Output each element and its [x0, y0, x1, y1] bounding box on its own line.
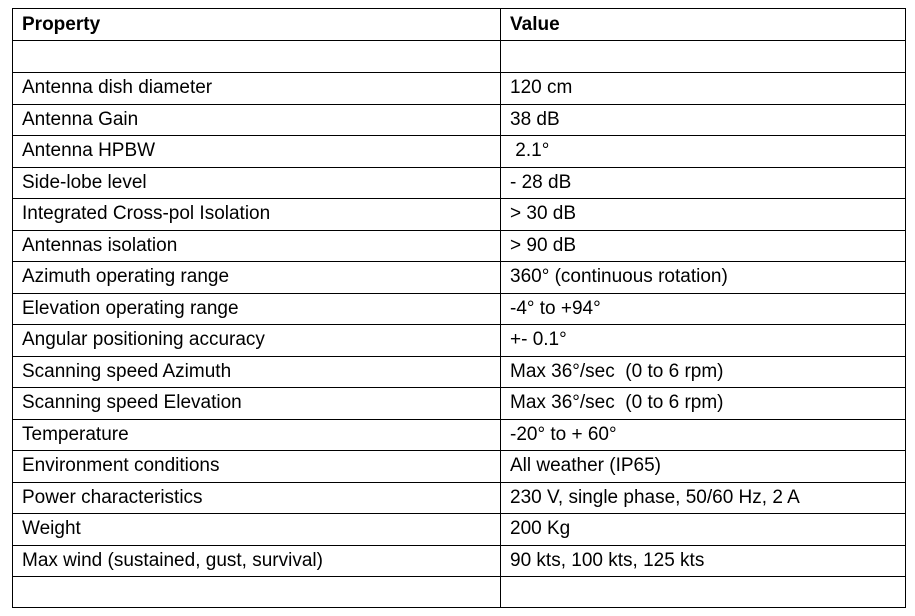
spec-table: [12, 8, 906, 608]
value-cell: Max 36°/sec (0 to 6 rpm): [501, 356, 906, 388]
property-cell: Antenna Gain: [13, 104, 501, 136]
value-cell: - 28 dB: [501, 167, 906, 199]
value-cell: Max 36°/sec (0 to 6 rpm): [501, 388, 906, 420]
property-cell: Antenna dish diameter: [13, 73, 501, 105]
blank-cell: [501, 577, 906, 608]
table-row: [13, 356, 906, 388]
value-cell: 120 cm: [501, 73, 906, 105]
table-row: [13, 419, 906, 451]
value-cell: -4° to +94°: [501, 293, 906, 325]
table-row: [13, 482, 906, 514]
property-cell: Temperature: [13, 419, 501, 451]
property-cell: Antennas isolation: [13, 230, 501, 262]
value-cell: 200 Kg: [501, 514, 906, 546]
table-row: [13, 199, 906, 231]
blank-cell: [13, 577, 501, 608]
blank-row: [13, 577, 906, 608]
property-cell: Max wind (sustained, gust, survival): [13, 545, 501, 577]
table-row: [13, 136, 906, 168]
value-cell: 230 V, single phase, 50/60 Hz, 2 A: [501, 482, 906, 514]
table-row: [13, 262, 906, 294]
table-row: [13, 73, 906, 105]
property-cell: Azimuth operating range: [13, 262, 501, 294]
header-value: Value: [501, 9, 906, 41]
table-row: [13, 545, 906, 577]
blank-cell: [13, 41, 501, 73]
property-cell: Weight: [13, 514, 501, 546]
value-cell: +- 0.1°: [501, 325, 906, 357]
property-cell: Angular positioning accuracy: [13, 325, 501, 357]
value-cell: > 90 dB: [501, 230, 906, 262]
property-cell: Integrated Cross-pol Isolation: [13, 199, 501, 231]
table-row: [13, 451, 906, 483]
value-cell: 360° (continuous rotation): [501, 262, 906, 294]
header-property: Property: [13, 9, 501, 41]
table-row: [13, 104, 906, 136]
table-row: [13, 230, 906, 262]
property-cell: Elevation operating range: [13, 293, 501, 325]
table-row: [13, 325, 906, 357]
blank-row: [13, 41, 906, 73]
value-cell: 90 kts, 100 kts, 125 kts: [501, 545, 906, 577]
value-cell: 2.1°: [501, 136, 906, 168]
property-cell: Scanning speed Azimuth: [13, 356, 501, 388]
value-cell: All weather (IP65): [501, 451, 906, 483]
header-row: [13, 9, 906, 41]
table-row: [13, 167, 906, 199]
property-cell: Side-lobe level: [13, 167, 501, 199]
table-row: [13, 388, 906, 420]
property-cell: Antenna HPBW: [13, 136, 501, 168]
table-row: [13, 514, 906, 546]
value-cell: -20° to + 60°: [501, 419, 906, 451]
property-cell: Power characteristics: [13, 482, 501, 514]
value-cell: > 30 dB: [501, 199, 906, 231]
property-cell: Environment conditions: [13, 451, 501, 483]
blank-cell: [501, 41, 906, 73]
table-row: [13, 293, 906, 325]
value-cell: 38 dB: [501, 104, 906, 136]
property-cell: Scanning speed Elevation: [13, 388, 501, 420]
